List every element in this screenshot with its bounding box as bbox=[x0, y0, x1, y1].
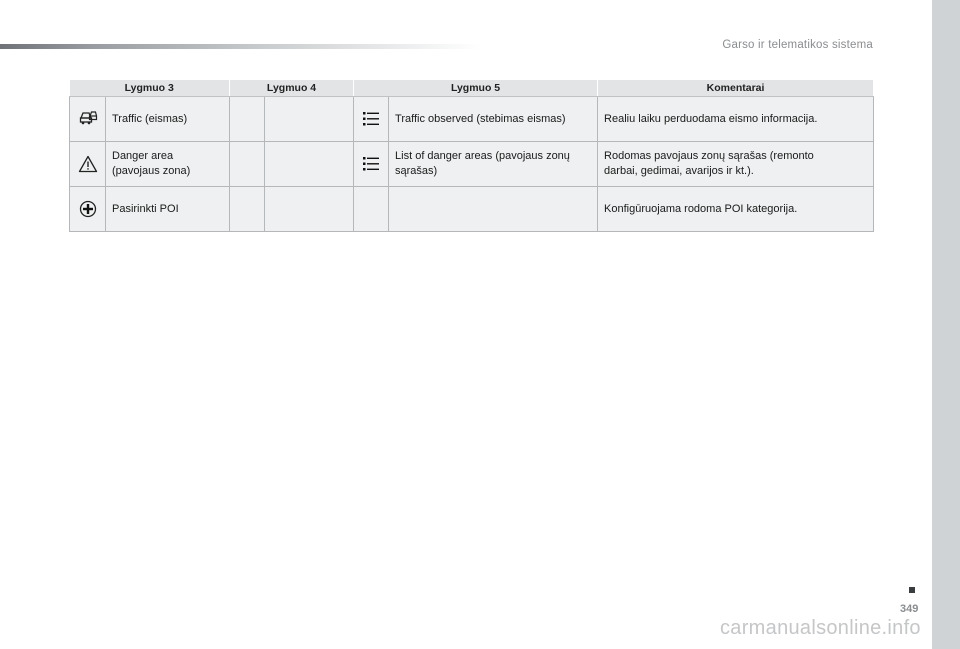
comment-text bbox=[598, 142, 874, 187]
level4-icon-cell bbox=[230, 142, 265, 187]
header-level-5: Lygmuo 5 bbox=[354, 80, 598, 97]
warning-triangle-icon bbox=[78, 154, 98, 174]
level3-icon-cell bbox=[70, 187, 106, 232]
header-level-3: Lygmuo 3 bbox=[70, 80, 230, 97]
level4-icon-cell bbox=[230, 187, 265, 232]
level4-text bbox=[265, 142, 354, 187]
section-title: Garso ir telematikos sistema bbox=[722, 39, 873, 51]
level5-text-line: sąrašas) bbox=[395, 165, 438, 177]
comment-text-line: darbai, gedimai, avarijos ir kt.). bbox=[604, 165, 754, 177]
table-header-row bbox=[70, 80, 874, 97]
level3-text-line: (pavojaus zona) bbox=[112, 165, 191, 177]
menu-levels-table bbox=[69, 80, 874, 232]
page-number: 349 bbox=[900, 603, 919, 615]
level5-text: Traffic observed (stebimas eismas) bbox=[389, 97, 598, 142]
comment-text: Konfigūruojama rodoma POI kategorija. bbox=[598, 187, 874, 232]
list-icon bbox=[361, 154, 381, 174]
level3-text: Traffic (eismas) bbox=[106, 97, 230, 142]
comment-text: Realiu laiku perduodama eismo informacija. bbox=[598, 97, 874, 142]
car-icon bbox=[78, 109, 98, 129]
watermark: carmanualsonline.info bbox=[720, 617, 921, 639]
table-row bbox=[70, 97, 874, 142]
table-row bbox=[70, 142, 874, 187]
level5-text bbox=[389, 187, 598, 232]
header-comments: Komentarai bbox=[598, 80, 874, 97]
comment-text-line: Rodomas pavojaus zonų sąrašas (remonto bbox=[604, 150, 814, 162]
list-icon bbox=[361, 109, 381, 129]
header-level-4: Lygmuo 4 bbox=[230, 80, 354, 97]
table-row bbox=[70, 187, 874, 232]
level3-icon-cell bbox=[70, 142, 106, 187]
level3-icon-cell bbox=[70, 97, 106, 142]
page-marker bbox=[909, 587, 915, 593]
plus-circle-icon bbox=[78, 199, 98, 219]
level4-text bbox=[265, 187, 354, 232]
side-strip bbox=[932, 0, 960, 649]
level5-icon-cell bbox=[354, 187, 389, 232]
level4-icon-cell bbox=[230, 97, 265, 142]
level5-text bbox=[389, 142, 598, 187]
level3-text-line: Danger area bbox=[112, 150, 174, 162]
level3-text bbox=[106, 142, 230, 187]
level3-text: Pasirinkti POI bbox=[106, 187, 230, 232]
level4-text bbox=[265, 97, 354, 142]
level5-text-line: List of danger areas (pavojaus zonų bbox=[395, 150, 570, 162]
level5-icon-cell bbox=[354, 142, 389, 187]
header-gradient-bar bbox=[0, 44, 480, 49]
level5-icon-cell bbox=[354, 97, 389, 142]
